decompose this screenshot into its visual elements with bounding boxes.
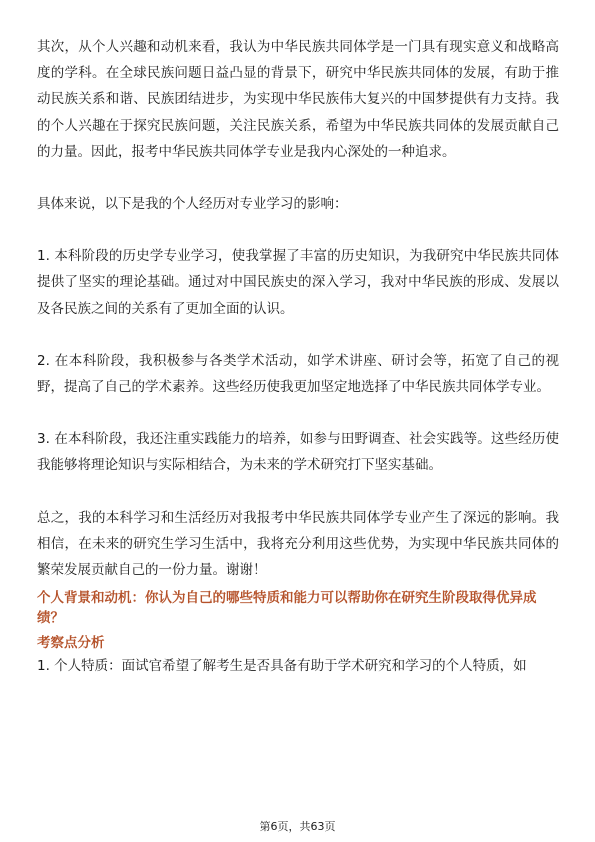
paragraph-item-3: 3. 在本科阶段，我还注重实践能力的培养，如参与田野调查、社会实践等。这些经历使我能够将理论知识与实际相结合，为未来的学术研究打下坚实基础。 (37, 431, 559, 474)
paragraph-conclusion: 总之，我的本科学习和生活经历对我报考中华民族共同体学专业产生了深远的影响。我相信，在未来的研究生学习生活中，我将充分利用这些优势，为实现中华民族共同体的繁荣发展贡献自己的一份力量。谢谢！ (37, 509, 559, 579)
document-body (37, 34, 559, 676)
question-heading: 个人背景和动机：你认为自己的哪些特质和能力可以帮助你在研究生阶段取得优异成绩？ (37, 590, 537, 627)
analysis-item-1: 1. 个人特质：面试官希望了解考生是否具备有助于学术研究和学习的个人特质，如 (37, 658, 527, 675)
page-number: 第6页，共63页 (259, 820, 336, 833)
paragraph-gap (37, 322, 559, 348)
paragraph-item-1: 1. 本科阶段的历史学专业学习，使我掌握了丰富的历史知识，为我研究中华民族共同体提供了坚实的理论基础。通过对中国民族史的深入学习，我对中华民族的形成、发展以及各民族之间的关系有了更加全面的认识。 (37, 248, 559, 317)
paragraph-gap (37, 165, 559, 191)
paragraph-intro-experience: 具体来说，以下是我的个人经历对专业学习的影响： (37, 196, 348, 213)
paragraph-gap (37, 479, 559, 505)
paragraph-motivation: 其次，从个人兴趣和动机来看，我认为中华民族共同体学是一门具有现实意义和战略高度的学科。在全球民族问题日益凸显的背景下，研究中华民族共同体的发展，有助于推动民族关系和谐、民族团结进步，为实现中华民族伟大复兴的中国梦提供有力支持。我的个人兴趣在于探究民族问题，关注民族关系，希望为中华民族共同体的发展贡献自己的力量。因此，报考中华民族共同体学专业是我内心深处的一种追求。 (37, 39, 559, 160)
paragraph-gap (37, 217, 559, 243)
paragraph-gap (37, 400, 559, 426)
analysis-heading: 考察点分析 (37, 635, 105, 652)
paragraph-item-2: 2. 在本科阶段，我积极参与各类学术活动，如学术讲座、研讨会等，拓宽了自己的视野，提高了自己的学术素养。这些经历使我更加坚定地选择了中华民族共同体学专业。 (37, 352, 559, 396)
